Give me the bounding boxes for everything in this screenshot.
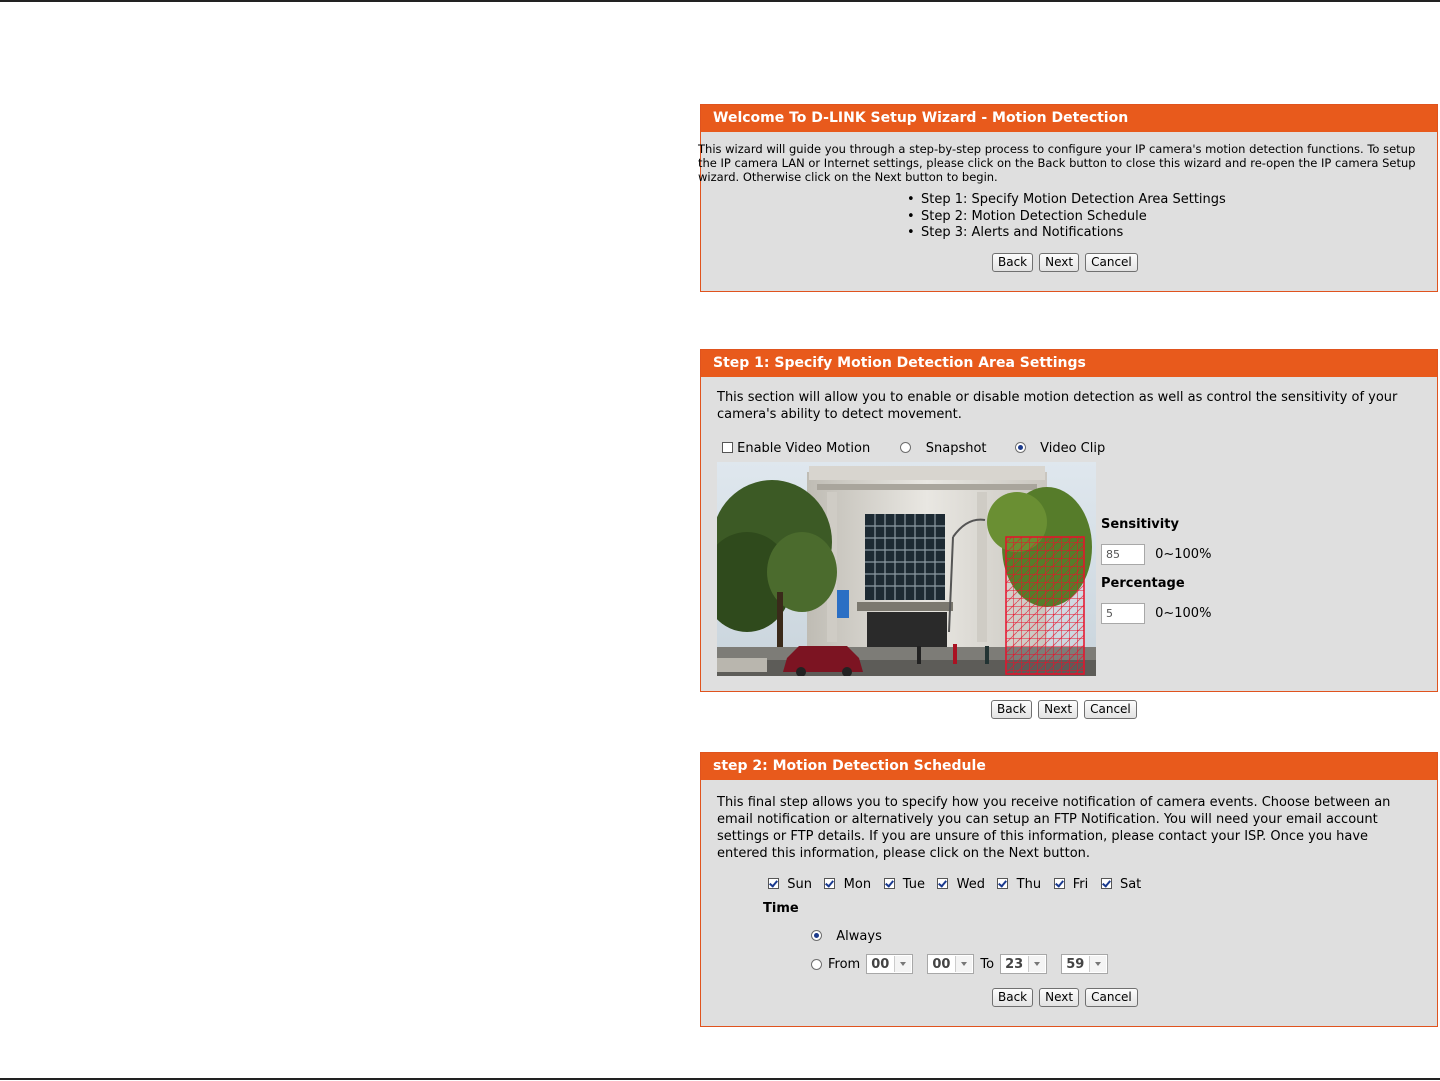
next-button[interactable]: Next: [1038, 700, 1078, 719]
cancel-button[interactable]: Cancel: [1085, 253, 1138, 272]
enable-video-motion-label: Enable Video Motion: [737, 441, 871, 456]
step2-desc-line-1: This final step allows you to specify how you receive notification of camera events. Choose between an: [717, 795, 1391, 810]
from-minute-value: 00: [932, 956, 951, 972]
day-label-thu: Thu: [1016, 877, 1042, 892]
sensitivity-input[interactable]: 85: [1101, 544, 1145, 565]
always-label: Always: [836, 929, 882, 944]
step1-desc-line-1: This section will allow you to enable or disable motion detection as well as control the sensitivity of your: [717, 390, 1398, 405]
to-label: To: [980, 956, 995, 972]
day-label-mon: Mon: [843, 877, 872, 892]
day-checkbox-sun[interactable]: [768, 878, 779, 889]
day-checkboxes: [768, 876, 1141, 893]
always-radio[interactable]: [811, 930, 822, 941]
day-checkbox-mon[interactable]: [824, 878, 835, 889]
welcome-buttons: [992, 253, 1138, 272]
from-hour-select[interactable]: [866, 954, 913, 974]
day-label-fri: Fri: [1072, 877, 1089, 892]
sensitivity-range: 0~100%: [1155, 547, 1212, 562]
sensitivity-label: Sensitivity: [1101, 517, 1179, 532]
step2-panel: [700, 752, 1438, 1027]
back-button[interactable]: Back: [991, 700, 1032, 719]
welcome-step-item: • Step 2: Motion Detection Schedule: [907, 209, 1226, 226]
step2-description: [717, 794, 1390, 862]
video-clip-label: Video Clip: [1040, 441, 1106, 456]
welcome-title: Welcome To D-LINK Setup Wizard - Motion Detection: [701, 105, 1437, 132]
step2-desc-line-2: email notification or alternatively you can setup an FTP Notification. You will need your email account: [717, 812, 1378, 827]
day-label-sun: Sun: [787, 877, 812, 892]
day-label-tue: Tue: [902, 877, 925, 892]
welcome-step-item: • Step 1: Specify Motion Detection Area Settings: [907, 192, 1226, 209]
percentage-label: Percentage: [1101, 576, 1185, 591]
welcome-step-item: • Step 3: Alerts and Notifications: [907, 225, 1226, 242]
cancel-button[interactable]: Cancel: [1085, 988, 1138, 1007]
welcome-intro: [698, 142, 1416, 184]
step1-buttons: [991, 700, 1137, 719]
welcome-intro-line-3: wizard. Otherwise click on the Next button to begin.: [698, 170, 998, 184]
welcome-intro-line-2: the IP camera LAN or Internet settings, please click on the Back button to close this wizard and re-open the IP camera Setup: [698, 156, 1416, 170]
from-row: [811, 954, 1108, 974]
percentage-row: [1101, 602, 1211, 624]
dropdown-arrow-icon: [894, 956, 911, 972]
dropdown-arrow-icon: [955, 956, 972, 972]
welcome-intro-line-1: This wizard will guide you through a step-by-step process to configure your IP camera's motion detection functions. To setup: [698, 142, 1416, 156]
step2-title: step 2: Motion Detection Schedule: [701, 753, 1437, 780]
sensitivity-row: [1101, 543, 1211, 565]
back-button[interactable]: Back: [992, 988, 1033, 1007]
to-hour-value: 23: [1005, 956, 1024, 972]
step2-desc-line-3: settings or FTP details. If you are unsure of this information, please contact your ISP. Once you have: [717, 829, 1369, 844]
welcome-panel: [700, 104, 1438, 292]
camera-preview-image: [717, 462, 1096, 676]
bottom-rule: [0, 1078, 1440, 1080]
step1-panel: [700, 349, 1438, 692]
step2-buttons: [992, 988, 1138, 1007]
to-minute-select[interactable]: [1061, 954, 1108, 974]
welcome-step-list: [907, 192, 1226, 242]
step1-options: [722, 440, 1105, 457]
dropdown-arrow-icon: [1028, 956, 1045, 972]
percentage-range: 0~100%: [1155, 606, 1212, 621]
top-rule: [0, 0, 1440, 2]
always-row: [811, 928, 882, 945]
step1-description: [717, 389, 1397, 423]
step1-desc-line-2: camera's ability to detect movement.: [717, 407, 962, 422]
day-checkbox-sat[interactable]: [1101, 878, 1112, 889]
from-label: From: [828, 956, 861, 972]
day-label-wed: Wed: [956, 877, 985, 892]
from-radio[interactable]: [811, 959, 822, 970]
cancel-button[interactable]: Cancel: [1084, 700, 1137, 719]
motion-area-grid: [1006, 537, 1084, 674]
day-checkbox-fri[interactable]: [1054, 878, 1065, 889]
day-checkbox-wed[interactable]: [937, 878, 948, 889]
next-button[interactable]: Next: [1039, 253, 1079, 272]
next-button[interactable]: Next: [1039, 988, 1079, 1007]
time-label: Time: [763, 901, 799, 916]
back-button[interactable]: Back: [992, 253, 1033, 272]
enable-video-motion-checkbox[interactable]: [722, 442, 733, 453]
from-hour-value: 00: [871, 956, 890, 972]
step1-title: Step 1: Specify Motion Detection Area Settings: [701, 350, 1437, 377]
snapshot-label: Snapshot: [925, 441, 987, 456]
day-label-sat: Sat: [1119, 877, 1142, 892]
percentage-input[interactable]: 5: [1101, 603, 1145, 624]
day-checkbox-tue[interactable]: [884, 878, 895, 889]
to-minute-value: 59: [1066, 956, 1085, 972]
from-minute-select[interactable]: [927, 954, 974, 974]
camera-preview[interactable]: [717, 462, 1096, 676]
dropdown-arrow-icon: [1089, 956, 1106, 972]
video-clip-radio[interactable]: [1015, 442, 1026, 453]
day-checkbox-thu[interactable]: [997, 878, 1008, 889]
snapshot-radio[interactable]: [900, 442, 911, 453]
to-hour-select[interactable]: [1000, 954, 1047, 974]
step2-desc-line-4: entered this information, please click on the Next button.: [717, 846, 1091, 861]
